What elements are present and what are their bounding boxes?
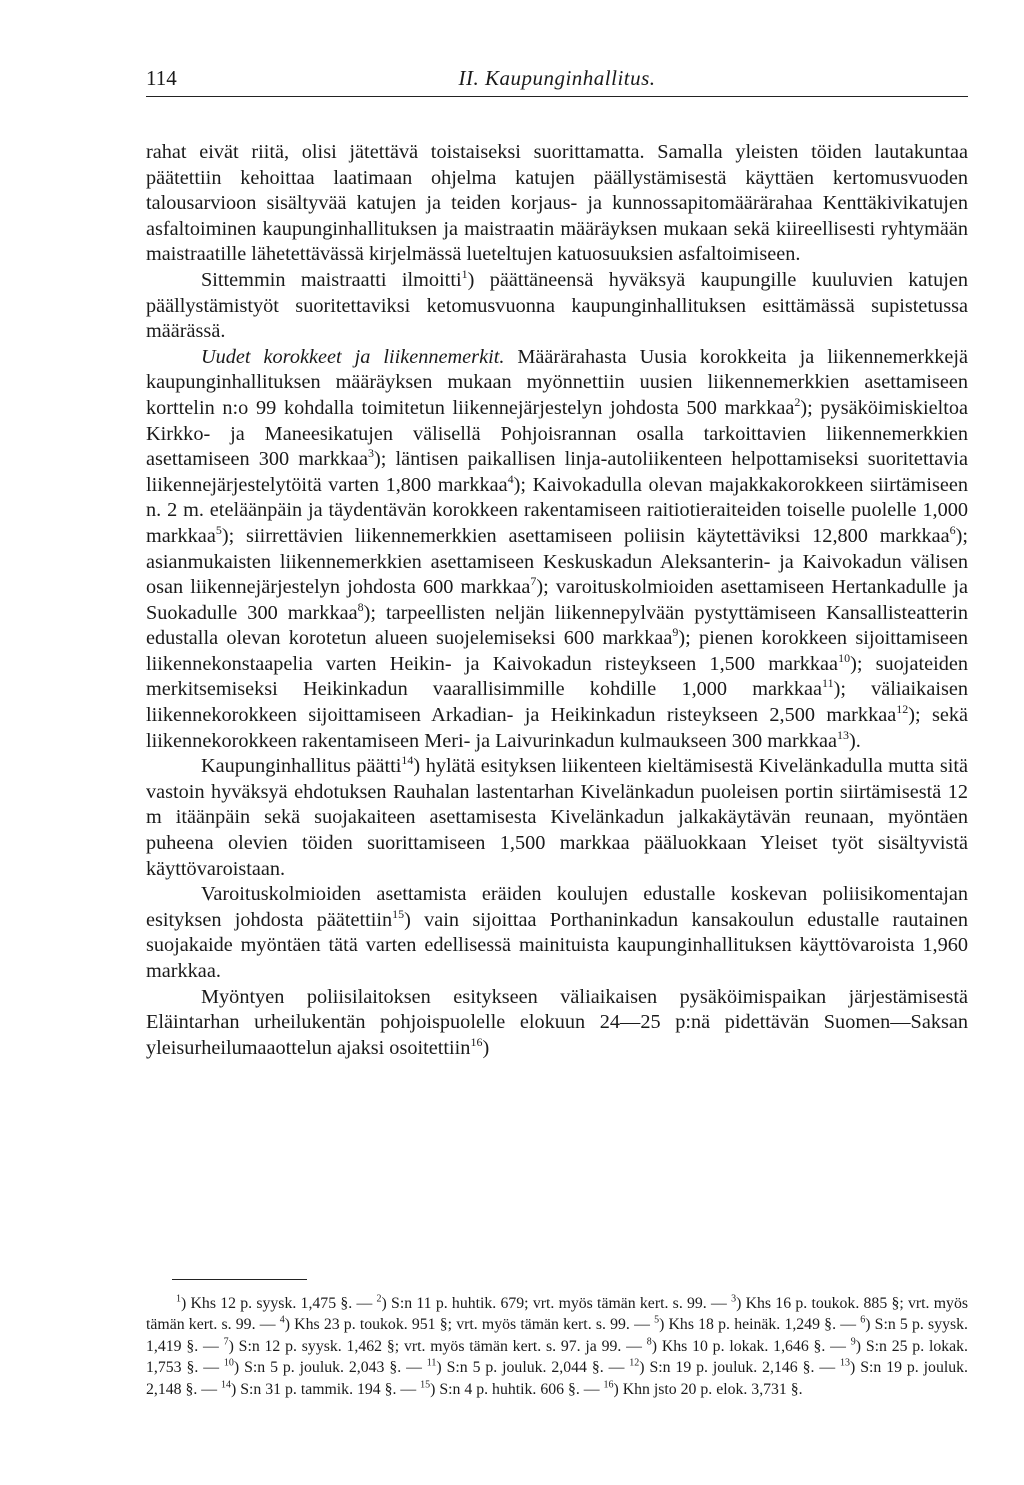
footnote-number: 8	[646, 1336, 652, 1348]
text-run: ); asianmukaisten liikennemerkkien asettamiseen Keskuskadun Aleksanterin- ja Kaivokadun välisen osan liikennejärjestelyn johdosta 600 markkaa	[146, 524, 968, 599]
text-run: Määrärahasta Uusia korokkeita ja liikennemerkkejä kaupunginhallituksen määräyksen mukaan myönnettiin uusien liikennemerkkien asettamiseen korttelin n:o 99 kohdalla toimitetun liikennejärjestelyn johdosta 500 markkaa	[146, 345, 968, 419]
paragraph-6	[146, 985, 968, 1062]
footnote-text: ) Khs 10 p. lokak. 1,646 §. —	[651, 1337, 851, 1355]
footnote-text: ) S:n 4 p. huhtik. 606 §. —	[430, 1380, 604, 1398]
text-run: Kaupunginhallitus päätti	[201, 755, 402, 778]
text-run: ); siirrettävien liikennemerkkien asettamiseen poliisin käytettäviksi 12,800 markkaa	[221, 524, 950, 547]
text-run: ); varoituskolmioiden asettamiseen Hertankadulle ja Suokadulle 300 markkaa	[146, 576, 968, 624]
footnote-text: ) S:n 19 p. jouluk. 2,146 §. —	[639, 1359, 841, 1377]
footnote-text: ) S:n 5 p. jouluk. 2,044 §. —	[436, 1359, 630, 1377]
footnote-number: 7	[223, 1336, 229, 1348]
footnote-number: 15	[420, 1379, 431, 1391]
footnote-ref: 15	[392, 907, 405, 922]
text-run: ); tarpeellisten neljän liikennepylvään pystyttämiseen Kansallisteatterin edustalla olevan korotetun alueen suojelemiseksi 600 markkaa	[146, 601, 968, 650]
footnote-number: 6	[860, 1315, 866, 1327]
footnote-number: 3	[731, 1293, 737, 1305]
footnote-text: ) S:n 25 p. lokak. 1,753 §. —	[146, 1337, 968, 1377]
text-run: ); läntisen paikallisen linja-autoliikenteen helpottamiseksi suoritettavia liikennejärjestelytöitä varten 1,800 markkaa	[146, 448, 968, 496]
footnote-number: 5	[654, 1315, 660, 1327]
page-number: 114	[146, 66, 177, 90]
footnote-number: 4	[279, 1315, 285, 1327]
text-run: ).	[849, 729, 861, 752]
text-run: ); suojateiden merkitsemiseksi Heikinkadun vaarallisimmille kohdille 1,000 markkaa	[146, 652, 968, 701]
footnote-ref: 10	[838, 651, 851, 666]
footnote-number: 1	[176, 1293, 181, 1305]
footnote-ref: 9	[672, 625, 679, 640]
footnote-text: ) S:n 31 p. tammik. 194 §. —	[231, 1380, 421, 1398]
paragraph-5	[146, 882, 968, 984]
footnote-number: 16	[603, 1379, 614, 1391]
text-run: )	[482, 1036, 490, 1059]
footnote-ref: 8	[357, 599, 364, 614]
text-run: ); väliaikaisen liikennekorokkeen sijoittamiseen Arkadian- ja Heikinkadun risteykseen 2,500 markkaa	[146, 678, 968, 727]
footnote-block	[146, 1293, 968, 1400]
footnote-number: 11	[426, 1357, 437, 1369]
text-run: Varoituskolmioiden asettamista eräiden koulujen edustalle koskevan poliisikomentajan esityksen johdosta päätettiin	[146, 883, 968, 931]
footnote-ref: 11	[822, 676, 834, 691]
footnote-ref: 13	[837, 727, 850, 742]
text-run: ) päättäneensä hyväksyä kaupungille kuuluvien katujen päällystämistyöt suoritettaviksi ketomusvuonna kaupunginhallituksen esittämässä supistetussa määrässä.	[146, 268, 968, 343]
body-text	[146, 140, 968, 1061]
footnote-text: ) Khs 16 p. toukok. 885 §; vrt. myös tämän kert. s. 99. —	[146, 1295, 968, 1334]
footnote-text: ) Khs 12 p. syysk. 1,475 §. —	[181, 1295, 377, 1312]
text-run: ); pysäköimiskieltoa Kirkko- ja Maneesikatujen välisellä Pohjoisrannan osalla tarkoittavien liikennemerkkien asettamiseen 300 markkaa	[146, 396, 968, 471]
footnote-number: 13	[840, 1357, 851, 1369]
footnote-ref: 2	[794, 395, 801, 410]
paragraph-3	[146, 345, 968, 755]
footnote-number: 9	[850, 1336, 856, 1348]
footnote-text: ) Khs 23 p. toukok. 951 §; vrt. myös tämän kert. s. 99. —	[284, 1316, 655, 1334]
footnote-text: ) S:n 12 p. syysk. 1,462 §; vrt. myös tämän kert. s. 97. ja 99. —	[228, 1337, 647, 1355]
footnote-ref: 3	[368, 446, 375, 461]
footnote-number: 2	[376, 1293, 382, 1305]
text-run: Myöntyen poliisilaitoksen esitykseen väliaikaisen pysäköimispaikan järjestämisestä Eläintarhan urheilukentän pohjoispuolelle elokuun 24—25 p:nä pidettävän Suomen—Saksan yleisurheilumaaottelun ajaksi osoitettiin	[146, 985, 968, 1059]
text-run: ); sekä liikennekorokkeen rakentamiseen Meri- ja Laivurinkadun kulmaukseen 300 markkaa	[146, 704, 968, 752]
footnote-number: 12	[629, 1357, 640, 1369]
footnote-text: ) S:n 5 p. syysk. 1,419 §. —	[146, 1316, 968, 1355]
footnote-ref: 12	[896, 702, 909, 717]
footnote-number: 10	[223, 1357, 234, 1369]
footnote-ref: 6	[949, 523, 956, 538]
text-run: ); Kaivokadulla olevan majakkakorokkeen siirtämiseen n. 2 m. eteläänpäin ja täydentävän korokkeen rakentamiseen raitiotieraiteiden toiselle puolelle 1,000 markkaa	[146, 473, 968, 547]
footnote-ref: 1	[461, 267, 468, 282]
footnotes	[146, 1293, 968, 1400]
page-header	[146, 62, 968, 92]
footnote-ref: 5	[215, 523, 222, 538]
paragraph-2	[146, 268, 968, 345]
text-run: ); pienen korokkeen sijoittamiseen liikennekonstaapelia varten Heikin- ja Kaivokadun risteykseen 1,500 markkaa	[146, 627, 968, 675]
paragraph-4	[146, 754, 968, 882]
running-title: II. Kaupunginhallitus.	[458, 66, 656, 90]
footnote-text: ) S:n 11 p. huhtik. 679; vrt. myös tämän kert. s. 99. —	[381, 1295, 732, 1312]
text-run: Sittemmin maistraatti ilmoitti	[201, 268, 462, 291]
text-run: ) hylätä esityksen liikenteen kieltämisestä Kivelänkadulla mutta sitä vastoin hyväksyä ehdotuksen Rauhalan lastentarhan Kivelänkadun puoleisen portin siirtämisestä 12 m itäänpäin sekä suojakaiteen asettamisesta Kivelänkadun jalkakäytävän reunaan, myöntäen puheena olevien töiden suorittamiseen 1,500 markkaa pääluokkaan Yleiset työt sisältyvistä käyttövaroistaan.	[146, 755, 968, 880]
footnote-text: ) Khn jsto 20 p. elok. 3,731 §.	[613, 1380, 803, 1398]
text-run: ) vain sijoittaa Porthaninkadun kansakoulun edustalle rautainen suojakaide myöntäen tätä varten edellisessä mainituista kaupunginhallituksen käyttövaroista 1,960 markkaa.	[146, 908, 968, 982]
section-heading: Uudet korokkeet ja liikennemerkit.	[201, 345, 505, 368]
footnote-text: ) Khs 18 p. heinäk. 1,249 §. —	[659, 1316, 861, 1334]
footnote-text: ) S:n 5 p. jouluk. 2,043 §. —	[233, 1359, 427, 1377]
footnote-divider	[172, 1279, 307, 1280]
footnote-ref: 7	[530, 574, 537, 589]
paragraph-1: rahat eivät riitä, olisi jätettävä toistaiseksi suorittamatta. Samalla yleisten töiden lautakuntaa päätettiin kehoittaa laatimaan ohjelma katujen päällystämisestä käyttäen kertomusvuoden talousarvioon sisältyvää katujen ja teiden korjaus- ja kunnossapitomäärärahaa Kenttäkivikatujen asfaltoiminen kaupunginhallituksen ja maistraatin määräyksen mukaan sekä kiireellisesti ryhtymään maistraatille lähetettävässä kirjelmässä lueteltujen katuosuuksien asfaltoimiseen.	[146, 141, 968, 266]
footnote-number: 14	[221, 1379, 232, 1391]
footnote-text: ) S:n 19 p. jouluk. 2,148 §. —	[146, 1359, 968, 1398]
footnote-ref: 16	[470, 1035, 483, 1050]
header-divider	[146, 96, 968, 97]
footnote-ref: 14	[401, 753, 414, 768]
footnote-ref: 4	[507, 471, 514, 486]
